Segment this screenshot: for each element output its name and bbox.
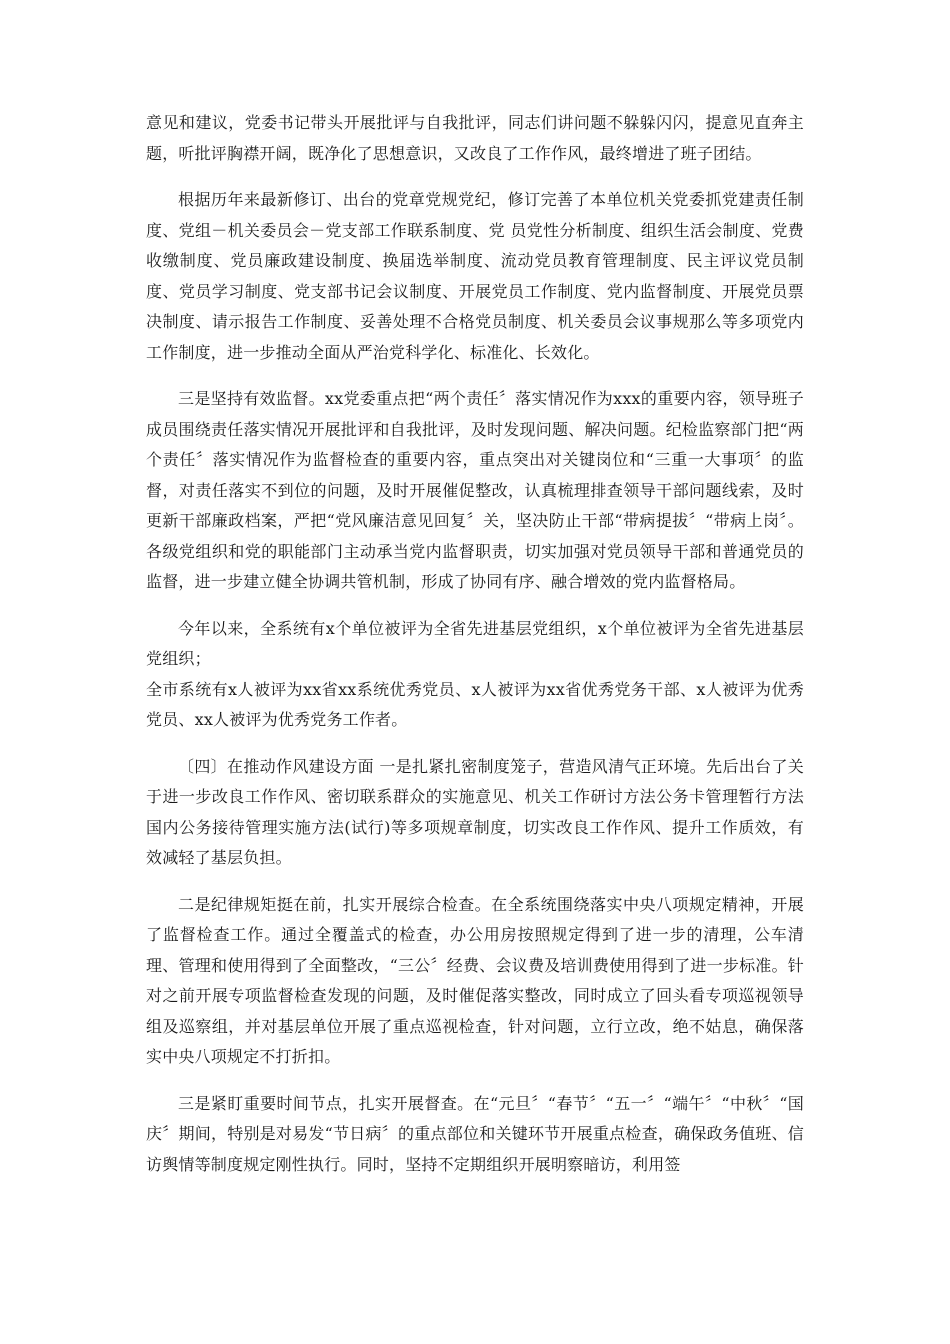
paragraph-5: 〔四〕在推动作风建设方面 一是扎紧扎密制度笼子，营造风清气正环境。先后出台了关于进一步改良工作作风、密切联系群众的实施意见、机关工作研讨方法公务卡管理暂行方法国内公务接待管理实施方法(试行)等多项规章制度，切实改良工作作风、提升工作质效，有效减轻了基层负担。 xyxy=(146,756,804,867)
paragraph-2: 根据历年来最新修订、出台的党章党规党纪，修订完善了本单位机关党委抓党建责任制度、党组－机关委员会－党支部工作联系制度、党 员党性分析制度、组织生活会制度、党费收缴制度、党员廉政建设制度、换届选举制度、流动党员教育管理制度、民主评议党员制度、党员学习制度、党支部书记会议制度、开展党员工作制度、党内监督制度、开展党员票决制度、请示报告工作制度、妥善处理不合格党员制度、机关委员会议事规那么等多项党内工作制度，进一步推动全面从严治党科学化、标准化、长效化。 xyxy=(146,190,804,362)
paragraph-7: 三是紧盯重要时间节点，扎实开展督查。在“元旦〞“春节〞“五一〞“端午〞“中秋〞“国庆〞期间，特别是对易发“节日病〞的重点部位和关键环节开展重点检查，确保政务值班、信访舆情等制度规定刚性执行。同时，坚持不定期组织开展明察暗访，利用签 xyxy=(146,1093,804,1174)
paragraph-4-group xyxy=(146,614,804,736)
document-page xyxy=(146,108,804,1196)
paragraph-4: 今年以来，全系统有x个单位被评为全省先进基层党组织，x个单位被评为全省先进基层党组织； xyxy=(146,618,804,668)
paragraph-1: 意见和建议，党委书记带头开展批评与自我批评，同志们讲问题不躲躲闪闪，提意见直奔主题，听批评胸襟开阔，既净化了思想意识，又改良了工作作风，最终增进了班子团结。 xyxy=(146,113,804,163)
paragraph-6: 二是纪律规矩挺在前，扎实开展综合检查。在全系统围绕落实中央八项规定精神，开展了监督检查工作。通过全覆盖式的检查，办公用房按照规定得到了进一步的清理，公车清理、管理和使用得到了全面整改，“三公〞经费、会议费及培训费使用得到了进一步标准。针对之前开展专项监督检查发现的问题，及时催促落实整改，同时成立了回头看专项巡视领导组及巡察组，并对基层单位开展了重点巡视检查，针对问题，立行立改，绝不姑息，确保落实中央八项规定不打折扣。 xyxy=(146,894,804,1066)
paragraph-4-continued: 全市系统有x人被评为xx省xx系统优秀党员、x人被评为xx省优秀党务干部、x人被评为优秀党员、xx人被评为优秀党务工作者。 xyxy=(146,679,804,729)
paragraph-3: 三是坚持有效监督。xx党委重点把“两个责任〞落实情况作为xxx的重要内容，领导班子成员围绕责任落实情况开展批评和自我批评，及时发现问题、解决问题。纪检监察部门把“两个责任〞落实情况作为监督检查的重要内容，重点突出对关键岗位和“三重一大事项〞的监督，对责任落实不到位的问题，及时开展催促整改，认真梳理排查领导干部问题线索，及时更新干部廉政档案，严把“党风廉洁意见回复〞关，坚决防止干部“带病提拔〞“带病上岗〞。各级党组织和党的职能部门主动承当党内监督职责，切实加强对党员领导干部和普通党员的监督，进一步建立健全协调共管机制，形成了协同有序、融合增效的党内监督格局。 xyxy=(146,389,804,591)
